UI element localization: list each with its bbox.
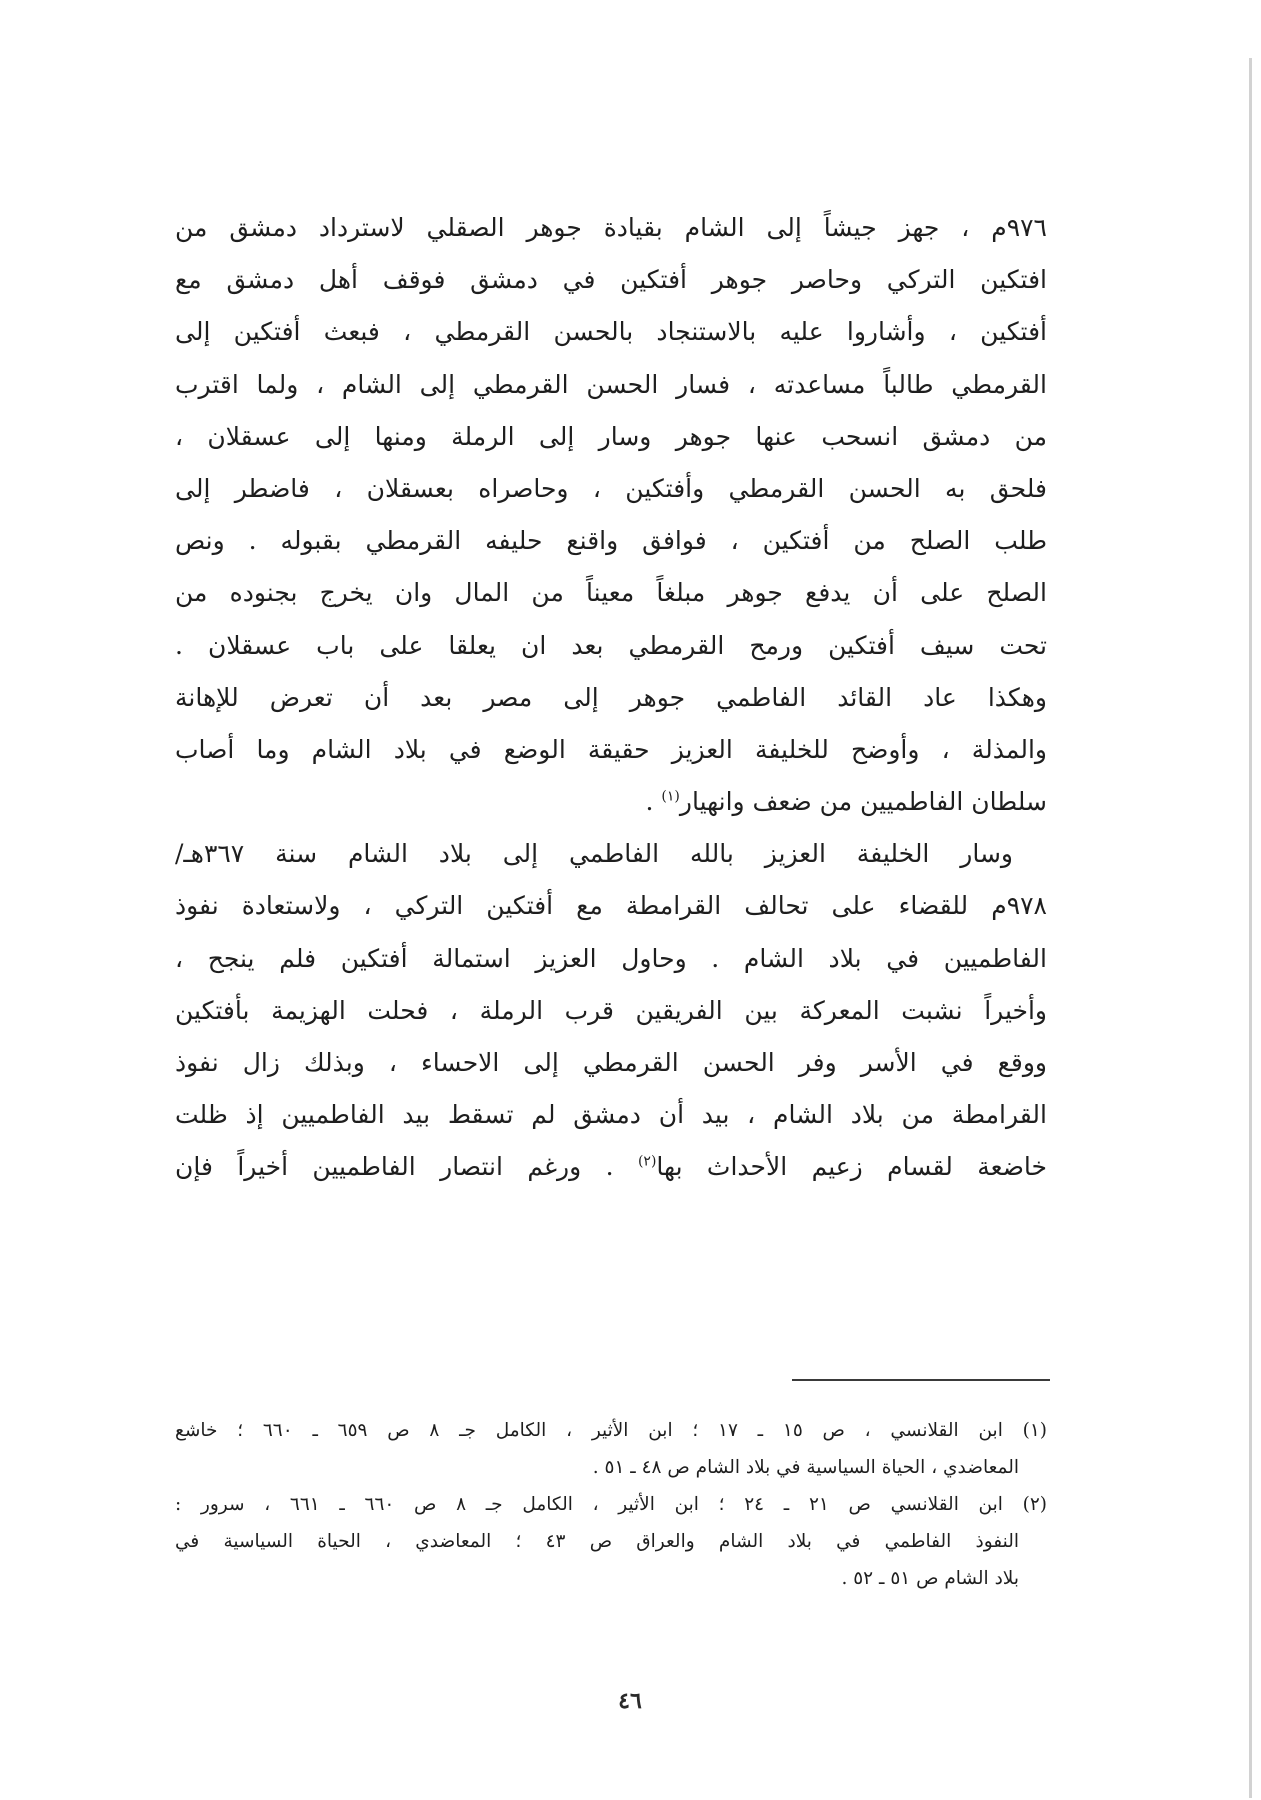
footnote-ref-1[interactable]: (١) [661,788,680,805]
text-line [175,1141,1047,1193]
footnote-2-line: النفوذ الفاطمي في بلاد الشام والعراق ص ٤٣ ؛ المعاضدي ، الحياة السياسية في [175,1531,1019,1552]
text-line-content: خاضعة لقسام زعيم الأحداث بها [656,1152,1047,1182]
text-line: ووقع في الأسر وفر الحسن القرمطي إلى الاحساء ، وبذلك زال نفوذ [175,1048,1047,1077]
text-line: والمذلة ، وأوضح للخليفة العزيز حقيقة الوضع في بلاد الشام وما أصاب [175,734,1047,764]
footnote-1-line: المعاضدي ، الحياة السياسية في بلاد الشام ص ٤٨ ـ ٥١ . [592,1457,1019,1478]
text-line: ٩٧٦م ، جهز جيشاً إلى الشام بقيادة جوهر الصقلي لاسترداد دمشق من [175,213,1047,242]
text-line-paragraph-start: وسار الخليفة العزيز بالله الفاطمي إلى بلاد الشام سنة ٣٦٧هـ/ [175,839,1013,869]
line-tail: . [645,787,662,817]
text-line-paragraph-end [175,776,1047,828]
text-line: الفاطميين في بلاد الشام . وحاول العزيز استمالة أفتكين فلم ينجح ، [175,943,1047,973]
text-line: القرمطي طالباً مساعدته ، فسار الحسن القرمطي إلى الشام ، ولما اقترب [175,369,1047,399]
page-number: ٤٦ [618,1688,642,1714]
footnote-2-line: (٢) ابن القلانسي ص ٢١ ـ ٢٤ ؛ ابن الأثير ، الكامل جـ ٨ ص ٦٦٠ ـ ٦٦١ ، سرور : [175,1494,1047,1515]
text-line-content: سلطان الفاطميين من ضعف وانهيار [679,787,1047,817]
text-line: وهكذا عاد القائد الفاطمي جوهر إلى مصر بعد أن تعرض للإهانة [175,682,1047,712]
text-line: أفتكين ، وأشاروا عليه بالاستنجاد بالحسن القرمطي ، فبعث أفتكين إلى [175,317,1047,347]
text-line: وأخيراً نشبت المعركة بين الفريقين قرب الرملة ، فحلت الهزيمة بأفتكين [175,995,1047,1025]
text-line: الصلح على أن يدفع جوهر مبلغاً معيناً من المال وان يخرج بجنوده من [175,578,1047,608]
text-line: افتكين التركي وحاصر جوهر أفتكين في دمشق فوقف أهل دمشق مع [175,265,1047,295]
text-line: طلب الصلح من أفتكين ، فوافق واقنع حليفه القرمطي بقبوله . ونص [175,526,1047,556]
text-line-content: . ورغم انتصار الفاطميين أخيراً فإن [175,1152,614,1182]
page-edge-line [1249,58,1252,1798]
text-line: فلحق به الحسن القرمطي وأفتكين ، وحاصراه بعسقلان ، فاضطر إلى [175,473,1047,503]
footnote-ref-2[interactable]: (٢) [637,1154,657,1171]
text-line: من دمشق انسحب عنها جوهر وسار إلى الرملة ومنها إلى عسقلان ، [175,421,1047,451]
text-line: القرامطة من بلاد الشام ، بيد أن دمشق لم تسقط بيد الفاطميين إذ ظلت [175,1100,1047,1130]
footnote-2-line: بلاد الشام ص ٥١ ـ ٥٢ . [841,1568,1019,1589]
footnote-separator [792,1379,1050,1381]
text-line: تحت سيف أفتكين ورمح القرمطي بعد ان يعلقا على باب عسقلان . [175,630,1047,660]
footnote-1-line: (١) ابن القلانسي ، ص ١٥ ـ ١٧ ؛ ابن الأثير ، الكامل جـ ٨ ص ٦٥٩ ـ ٦٦٠ ؛ خاشع [175,1420,1047,1441]
footnotes [175,1412,1047,1597]
body-text [175,202,1047,1194]
text-line: ٩٧٨م للقضاء على تحالف القرامطة مع أفتكين التركي ، ولاستعادة نفوذ [175,891,1047,921]
